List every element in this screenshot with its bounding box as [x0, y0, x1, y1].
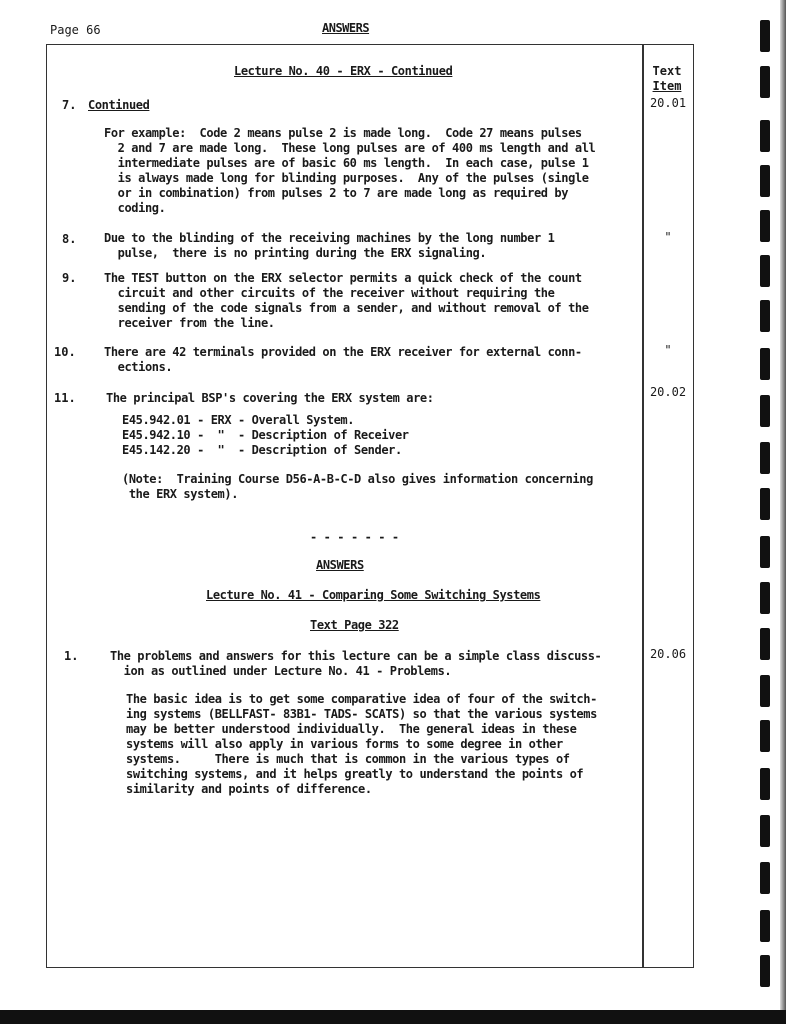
binder-bar — [760, 910, 770, 942]
text-page-label: Text Page 322 — [310, 618, 399, 632]
para-line: similarity and points of difference. — [126, 782, 372, 796]
binder-bar — [760, 536, 770, 568]
binder-bar — [760, 395, 770, 427]
binder-bar — [760, 210, 770, 242]
binder-bar — [760, 20, 770, 52]
binder-bar — [760, 815, 770, 847]
binder-bar — [760, 300, 770, 332]
para-line: ing systems (BELLFAST- 83B1- TADS- SCATS) so that the various systems — [126, 707, 597, 721]
para-line: may be better understood individually. The general ideas in these — [126, 722, 577, 736]
scan-bottom-edge — [0, 1010, 786, 1024]
item8-ref: " — [664, 230, 672, 244]
item11-number: 11. — [54, 391, 76, 405]
binder-bar — [760, 348, 770, 380]
binder-bar — [760, 628, 770, 660]
text-item-header-line2: Item — [652, 79, 682, 93]
answers-heading: ANSWERS — [316, 558, 364, 572]
binder-bar — [760, 66, 770, 98]
para-line: systems will also apply in various forms to some degree in other — [126, 737, 563, 751]
text-item-header-line1: Text — [652, 64, 682, 78]
item7-line: 2 and 7 are made long. These long pulses are of 400 ms length and all — [104, 141, 596, 155]
binder-bar — [760, 165, 770, 197]
binder-bar — [760, 582, 770, 614]
item9-line: receiver from the line. — [104, 316, 275, 330]
item1-line: The problems and answers for this lecture can be a simple class discuss- — [110, 649, 602, 663]
note-line: the ERX system). — [122, 487, 239, 501]
item1-number: 1. — [64, 649, 79, 663]
item11-intro: The principal BSP's covering the ERX system are: — [106, 391, 434, 405]
item7-label: Continued — [88, 98, 150, 112]
lecture40-title: Lecture No. 40 - ERX - Continued — [234, 64, 453, 78]
header-title: ANSWERS — [322, 21, 370, 35]
binder-bar — [760, 955, 770, 987]
lecture41-title: Lecture No. 41 - Comparing Some Switching Systems — [206, 588, 541, 602]
item8-line: pulse, there is no printing during the ERX signaling. — [104, 246, 487, 260]
item9-number: 9. — [62, 271, 77, 285]
binder-bar — [760, 255, 770, 287]
binder-bar — [760, 720, 770, 752]
item8-number: 8. — [62, 232, 77, 246]
binder-bar — [760, 862, 770, 894]
item9-line: sending of the code signals from a sender, and without removal of the — [104, 301, 589, 315]
text-item-header — [650, 64, 684, 94]
bsp-line: E45.942.01 - ERX - Overall System. — [122, 413, 355, 427]
page-number: Page 66 — [50, 23, 101, 37]
item10-number: 10. — [54, 345, 76, 359]
bsp-line: E45.942.10 - " - Description of Receiver — [122, 428, 409, 442]
item9-line: The TEST button on the ERX selector permits a quick check of the count — [104, 271, 582, 285]
item7-line: intermediate pulses are of basic 60 ms length. In each case, pulse 1 — [104, 156, 589, 170]
item10-line: ections. — [104, 360, 173, 374]
item7-line: is always made long for blinding purposes. Any of the pulses (single — [104, 171, 589, 185]
binder-bar — [760, 768, 770, 800]
item7-number: 7. — [62, 98, 77, 112]
item11-ref: 20.02 — [649, 385, 687, 399]
item1-line: ion as outlined under Lecture No. 41 - Problems. — [110, 664, 452, 678]
note-line: (Note: Training Course D56-A-B-C-D also gives information concerning — [122, 472, 593, 486]
item7-ref: 20.01 — [649, 96, 687, 110]
item7-line: or in combination) from pulses 2 to 7 are made long as required by — [104, 186, 569, 200]
item10-line: There are 42 terminals provided on the ERX receiver for external conn- — [104, 345, 582, 359]
item7-line: For example: Code 2 means pulse 2 is made long. Code 27 means pulses — [104, 126, 582, 140]
binder-bar — [760, 120, 770, 152]
binder-bar — [760, 488, 770, 520]
item1-ref: 20.06 — [649, 647, 687, 661]
section-divider: - - - - - - - — [310, 530, 399, 544]
item7-line: coding. — [104, 201, 166, 215]
item8-line: Due to the blinding of the receiving machines by the long number 1 — [104, 231, 555, 245]
binder-bar — [760, 675, 770, 707]
para-line: switching systems, and it helps greatly to understand the points of — [126, 767, 584, 781]
page-edge-shadow — [780, 0, 786, 1024]
para-line: The basic idea is to get some comparative idea of four of the switch- — [126, 692, 597, 706]
binder-bar — [760, 442, 770, 474]
bsp-line: E45.142.20 - " - Description of Sender. — [122, 443, 402, 457]
item10-ref: " — [664, 343, 672, 357]
item9-line: circuit and other circuits of the receiver without requiring the — [104, 286, 555, 300]
para-line: systems. There is much that is common in the various types of — [126, 752, 570, 766]
column-divider — [642, 44, 644, 968]
